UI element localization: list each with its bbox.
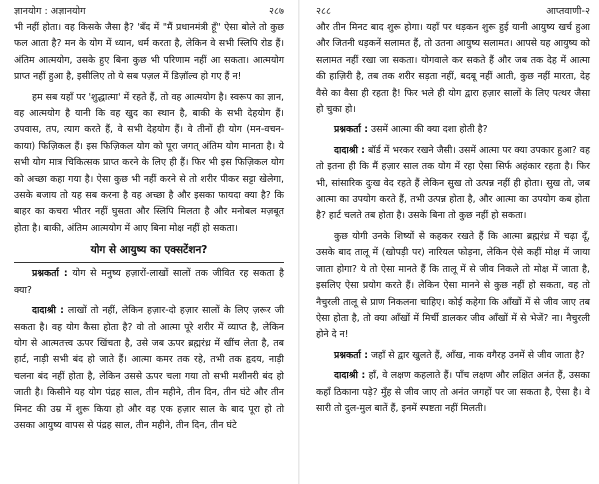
qa-item: [14, 303, 284, 434]
paragraph: और तीन मिनट बाद शुरू होगा। यहाँ पर धड़कन शुरू हुई यानी आयुष्य खर्च हुआ और जितनी धड़कनें सलामत हैं, तो उतना आयुष्य सलामत। आपसे यह आयुष्य को सलामत नहीं रखा जा सकता। योगवाले कर सकते हैं और जब तक देह में आत्मा की हाज़िरी है, तब तक शरीर सड़ता नहीं, बदबू नहीं आती, कुछ नहीं मारता, देह वैसे का वैसा ही रहता है! फिर भले ही योग द्वारा हज़ार सालों के लिए पत्थर जैसा हो चुका हो।: [316, 22, 590, 116]
left-running-head: [10, 4, 288, 20]
right-body: [312, 20, 594, 417]
qa-text: उसमें आत्मा की क्या दशा होती है?: [370, 124, 488, 136]
paragraph: [316, 229, 590, 344]
right-running-head: [312, 4, 594, 20]
qa-item: [316, 122, 590, 138]
qa-text: हाँ, वे लक्षण कहलाते हैं। पाँच लक्षण और लक्षित अनंत हैं, उसका कहाँ ठिकाना पड़े? मुँह से जीव जाए तो अनंत जगहों पर जा सकता है, ऐसा है। वे सारी तो दुल-मुल बातें हैं, इनमें स्पष्टता नहीं मिलती।: [316, 370, 590, 414]
section-title: योग से आयुष्य का एक्सटेंशन?: [90, 244, 208, 257]
qa-text: बॉर्ड में भरकर रखने जैसी। उसमें आत्मा पर क्या उपकार हुआ? वह तो इतना ही कि मैं हज़ार साल तक योग में रहा ऐसा सिर्फ अहंकार रहता है। फिर भी, सांसारिक दुःख वेद रहते हैं लेकिन सुख तो उत्पन्न नहीं ही होता। सुख तो, जब आत्मा का उपयोग करते हैं, तभी उत्पन्न होता है, और आत्मा का उपयोग कब होता है? हार्ट चलते तब होता है। उसके बिना तो कुछ नहीं हो सकता।: [316, 144, 590, 222]
speaker-label: प्रश्नकर्ता :: [32, 268, 68, 280]
left-page-number: २८७: [269, 6, 284, 17]
page-gutter: [298, 0, 300, 484]
qa-text: जहाँ से द्वार खुलते हैं, आँख, नाक वगैरह उनमें से जीव जाता है?: [370, 349, 585, 361]
divider: [14, 262, 284, 263]
right-page: [312, 0, 594, 484]
paragraph: भी नहीं होता। वह किसके जैसा है? 'बँद में "मैं प्रधानमंत्री हूँ" ऐसा बोले तो कुछ फल आता है? मन के योग में ध्यान, धर्म करता है, लेकिन वे सभी स्लिपि रोड हैं। अंतिम आत्मयोग, उसके हुए बिना कुछ भी परिणाम नहीं आ सकता। आत्मयोग प्राप्त नहीं हुआ है, इसीलिए तो ये सब पज़ल में डिज़ॉल्व हो गए हैं न!: [14, 22, 284, 83]
right-page-number: २८८: [316, 6, 331, 17]
qa-text: कुछ योगी उनके शिष्यों से कहकर रखते हैं कि आत्मा ब्रह्मरंध्र में चढ़ा दूँ, उसके बाद तालू में (खोपड़ी पर) नारियल फोड़ना, लेकिन ऐसे कहीं मोक्ष में जाया जाता होगा? ये तो ऐसा मानते हैं कि तालू में से जीव निकले तो मोक्ष में जाता है, इसलिए ऐसा प्रयोग करते हैं। लेकिन ऐसा मानने से कुछ नहीं हो सकता, वह तो नैचुरली तालू से प्राण निकलना चाहिए। कोई कहेगा कि आँखों में से जीव जाए तब ऐसा होता है, तो क्या आँखों में मिर्ची डालकर जीव आँखों में से भेजें? ना। नैचुरली होने दे न!: [316, 230, 590, 341]
qa-text: लाखों तो नहीं, लेकिन हज़ार-दो हज़ार सालों के लिए ज़रूर जी सकता है। वह योग कैसा होता है? वो तो आत्मा पूरे शरीर में व्याप्त है, लेकिन योग से आत्मतत्त्व ऊपर खिंचता है, उसे जब ऊपर ब्रह्मरंध्र में खींच लेता है, तब हार्ट, नाड़ी सभी बंद हो जाते हैं। आत्मा कमर तक रहे, तभी तक हृदय, नाड़ी चलना बंद नहीं होता है, लेकिन उससे ऊपर चला गया तो सभी मशीनरी बंद हो जाती है। किसीने यह योग पंद्रह साल, तीन महीने, तीन दिन, तीन घंटे और तीन मिनट की उम्र में शुरू किया हो और वह एक हज़ार साल के बाद पूरा हो तो उसका आयुष्य वापस से पंद्रह साल, तीन महीने, तीन दिन, तीन घंटे: [14, 305, 285, 431]
speaker-label: दादाश्री :: [334, 370, 366, 382]
right-header-title: आप्तवाणी-२: [546, 6, 590, 17]
left-body: [10, 20, 288, 237]
speaker-label: प्रश्नकर्ता :: [334, 349, 368, 361]
speaker-label: प्रश्नकर्ता :: [334, 124, 368, 136]
qa-item: [316, 368, 590, 417]
qa-text: योग से मनुष्य हज़ारों-लाखों सालों तक जीवित रह सकता है क्या?: [14, 268, 284, 296]
left-qa: [10, 266, 288, 434]
left-header-title: ज्ञानयोग : अज्ञानयोग: [14, 6, 86, 17]
qa-item: [316, 143, 590, 225]
qa-item: [14, 266, 284, 299]
speaker-label: दादाश्री :: [334, 144, 365, 156]
speaker-label: दादाश्री :: [32, 305, 64, 317]
paragraph: हम सब यहाँ पर 'शुद्धात्मा' में रहते हैं, तो वह आत्मयोग है। स्वरूप का ज्ञान, वह आत्मयोग है यानी कि वह खुद का स्थान है, बाकी के सभी देहयोग हैं। उपवास, तप, त्याग करते हैं, वे सभी देहयोग हैं। वे तीनों ही योग (मन-वचन-काया) फिज़िकल हैं। इस फिज़िकल योग को पूरा जगत् अंतिम योग मानता है। ये सभी योग मात्र चिकित्सक प्राप्त करने के लिए ही हैं। फिर भी इस फिज़िकल योग को अच्छा कहा गया है। ऐसा कुछ भी नहीं करने से तो शरीर पीकर सट्टा खेलेगा, उसके बजाय तो यह सब करना है वह अच्छा है और इसका फायदा क्या है? कि बाहर का कचरा भीतर नहीं घुसता और स्लिपि मिलता है और मनोबल मज़बूत होता है। बाकी, अंतिम आत्मयोग में आए बिना मोक्ष नहीं हो सकता।: [14, 91, 284, 234]
qa-item: [316, 348, 590, 364]
left-page: [10, 0, 288, 484]
